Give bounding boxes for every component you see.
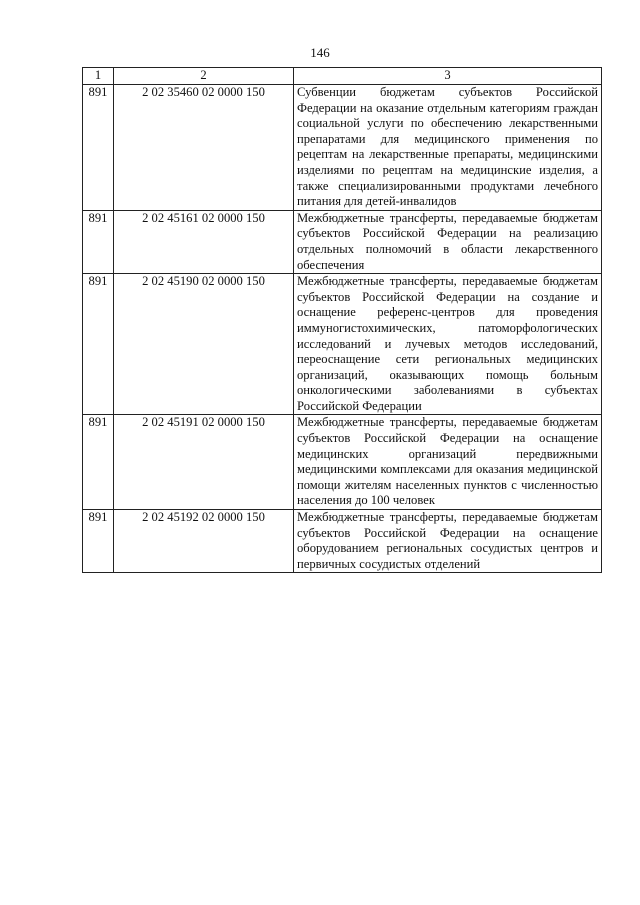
column-header-1: 1 [83, 68, 114, 85]
admin-code-cell: 891 [83, 510, 114, 573]
description-cell: Субвенции бюджетам субъектов Российской Федерации на оказание отдельным категориям граждан социальной услуги по обеспечению лекарственными препаратами для медицинского применения по рецептам на лекарственные препараты, медицинскими изделиями по рецептам на медицинские изделия, а также специализированными продуктами лечебного питания для детей-инвалидов [294, 85, 602, 211]
column-header-3: 3 [294, 68, 602, 85]
table-header-row [83, 68, 602, 85]
table-row [83, 210, 602, 273]
page-number: 146 [310, 45, 330, 60]
admin-code-cell: 891 [83, 210, 114, 273]
table-row [83, 274, 602, 415]
budget-revenue-table [82, 67, 602, 573]
budget-code-cell: 2 02 45161 02 0000 150 [114, 210, 294, 273]
budget-code-cell: 2 02 45191 02 0000 150 [114, 415, 294, 510]
admin-code-cell: 891 [83, 415, 114, 510]
table-row [83, 415, 602, 510]
table-row [83, 510, 602, 573]
column-header-2: 2 [114, 68, 294, 85]
description-cell: Межбюджетные трансферты, передаваемые бюджетам субъектов Российской Федерации на реализацию отдельных полномочий в области лекарственного обеспечения [294, 210, 602, 273]
budget-code-cell: 2 02 45190 02 0000 150 [114, 274, 294, 415]
admin-code-cell: 891 [83, 274, 114, 415]
table-row [83, 85, 602, 211]
budget-code-cell: 2 02 45192 02 0000 150 [114, 510, 294, 573]
description-cell: Межбюджетные трансферты, передаваемые бюджетам субъектов Российской Федерации на создание и оснащение референс-центров для проведения иммуногистохимических, патоморфологических исследований и лучевых методов исследований, переоснащение сети региональных медицинских организаций, оказывающих помощь больным онкологическими заболеваниями в субъектах Российской Федерации [294, 274, 602, 415]
description-cell: Межбюджетные трансферты, передаваемые бюджетам субъектов Российской Федерации на оснащение медицинских организаций передвижными медицинскими комплексами для оказания медицинской помощи жителям населенных пунктов с численностью населения до 100 человек [294, 415, 602, 510]
admin-code-cell: 891 [83, 85, 114, 211]
budget-code-cell: 2 02 35460 02 0000 150 [114, 85, 294, 211]
description-cell: Межбюджетные трансферты, передаваемые бюджетам субъектов Российской Федерации на оснащение оборудованием региональных сосудистых центров и первичных сосудистых отделений [294, 510, 602, 573]
